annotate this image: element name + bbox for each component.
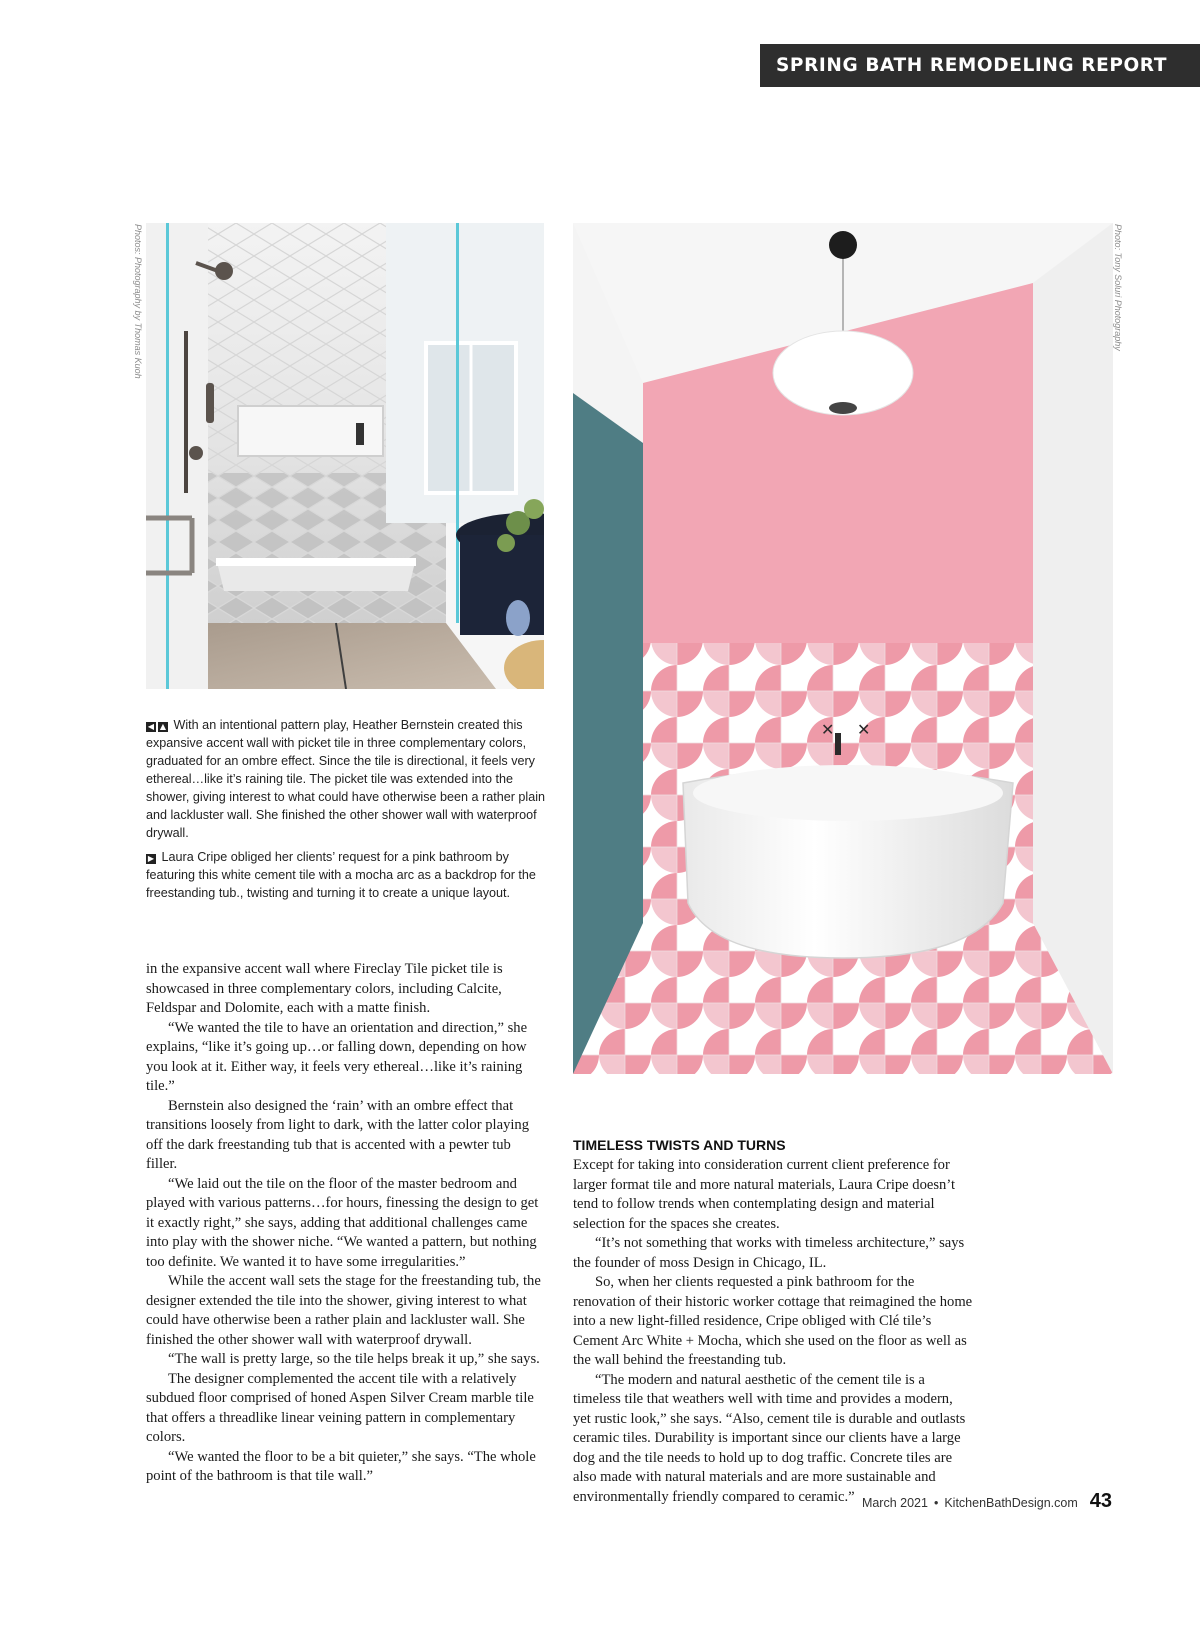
- article-paragraph: “It’s not something that works with timeless architecture,” says the founder of moss Design in Chicago, IL.: [573, 1235, 965, 1271]
- article-column-left: [146, 960, 544, 1487]
- arrow-up-icon: ▲: [159, 722, 167, 731]
- article-paragraph: The designer complemented the accent tile with a relatively subdued floor comprised of honed Aspen Silver Cream marble tile that offers a threadlike linear veining pattern in complementary colors.: [146, 1370, 534, 1445]
- shower-photo: [146, 223, 544, 689]
- website-link[interactable]: KitchenBathDesign.com: [944, 1496, 1078, 1510]
- section-title: SPRING BATH REMODELING REPORT: [776, 55, 1168, 76]
- photo-credit-right: Photo: Tony Soluri Photography: [1113, 224, 1123, 351]
- article-paragraph: in the expansive accent wall where Fireclay Tile picket tile is showcased in three complementary colors, including Calcite, Feldspar and Dolomite, each with a matte finish.: [146, 961, 503, 1016]
- arrow-left-icon: ◀: [147, 722, 155, 731]
- article-paragraph: “We wanted the floor to be a bit quieter,” she says. “The whole point of the bathroom is that tile wall.”: [146, 1448, 536, 1484]
- page-footer: [862, 1490, 1112, 1513]
- article-paragraph: “We laid out the tile on the floor of the master bedroom and played with various patterns…for hours, finessing the design to get it exactly right,” she says, adding that additional challenges came into play with the shower niche. “We wanted a pattern, but nothing too definite. We wanted it to have some irregularities.”: [146, 1175, 539, 1270]
- caption-pink-bathroom-text: Laura Cripe obliged her clients’ request for a pink bathroom by featuring this white cement tile with a mocha arc as a backdrop for the freestanding tub., twisting and turning it to create a unique layout.: [146, 850, 536, 900]
- section-heading: TIMELESS TWISTS AND TURNS: [573, 1137, 786, 1153]
- photo-credit-left: Photos: Photography by Thomas Kuoh: [133, 224, 143, 379]
- svg-text:✕: ✕: [821, 722, 835, 739]
- shower-photo-image: [146, 223, 544, 689]
- article-paragraph: While the accent wall sets the stage for the freestanding tub, the designer extended the tile into the shower, giving interest to what could have otherwise been a rather plain and lackluster wall. She finished the other shower wall with waterproof drywall.: [146, 1273, 541, 1348]
- svg-text:✕: ✕: [857, 722, 871, 739]
- pink-bathroom-photo: [573, 223, 1113, 1074]
- caption-pink-bathroom: [146, 848, 546, 902]
- article-paragraph: “The modern and natural aesthetic of the cement tile is a timeless tile that weathers well with time and provides a modern, yet rustic look,” she says. “Also, cement tile is durable and outlasts ceramic tiles. Durability is important since our clients have a large dog and the tile needs to hold up to dog traffic. Concrete tiles are also made with natural materials and are more sustainable and environmentally friendly compared to ceramic.”: [573, 1371, 966, 1505]
- article-paragraph: So, when her clients requested a pink bathroom for the renovation of their historic worker cottage that reimagined the home into a new light-filled residence, Cripe obliged with Clé tile’s Cement Arc White + Mocha, which she used on the floor as well as the wall behind the freestanding tub.: [573, 1274, 973, 1368]
- article-paragraph: Bernstein also designed the ‘rain’ with an ombre effect that transitions loosely from light to dark, with the latter color playing off the dark freestanding tub that is accented with a pewter tub filler.: [146, 1097, 530, 1172]
- article-paragraph: “The wall is pretty large, so the tile helps break it up,” she says.: [168, 1351, 540, 1367]
- article-column-right: [573, 1136, 973, 1507]
- article-paragraph: Except for taking into consideration current client preference for larger format tile and more natural materials, Laura Cripe doesn’t tend to follow trends when contemplating design and material selection for the spaces she creates.: [573, 1157, 955, 1232]
- article-paragraph: “We wanted the tile to have an orientation and direction,” she explains, “like it’s going up…or falling down, depending on how you look at it. Either way, it feels very ethereal…like it’s raining tile.”: [146, 1019, 528, 1094]
- caption-shower-text: With an intentional pattern play, Heather Bernstein created this expansive accent wall with picket tile in three complementary colors, graduated for an ombre effect. Since the tile is directional, it feels very ethereal…like it’s raining tile. The picket tile was extended into the shower, giving interest to what could have otherwise been a rather plain and lackluster wall. She finished the other shower wall with waterproof drywall.: [146, 718, 546, 840]
- section-header-bar: [760, 44, 1200, 87]
- issue-date: March 2021: [861, 1496, 928, 1510]
- footer-separator: •: [933, 1496, 939, 1510]
- page-number: 43: [1089, 1490, 1112, 1512]
- arrow-right-icon: ▶: [147, 854, 155, 863]
- caption-shower: [146, 716, 546, 842]
- pink-bathroom-image: [573, 223, 1113, 1074]
